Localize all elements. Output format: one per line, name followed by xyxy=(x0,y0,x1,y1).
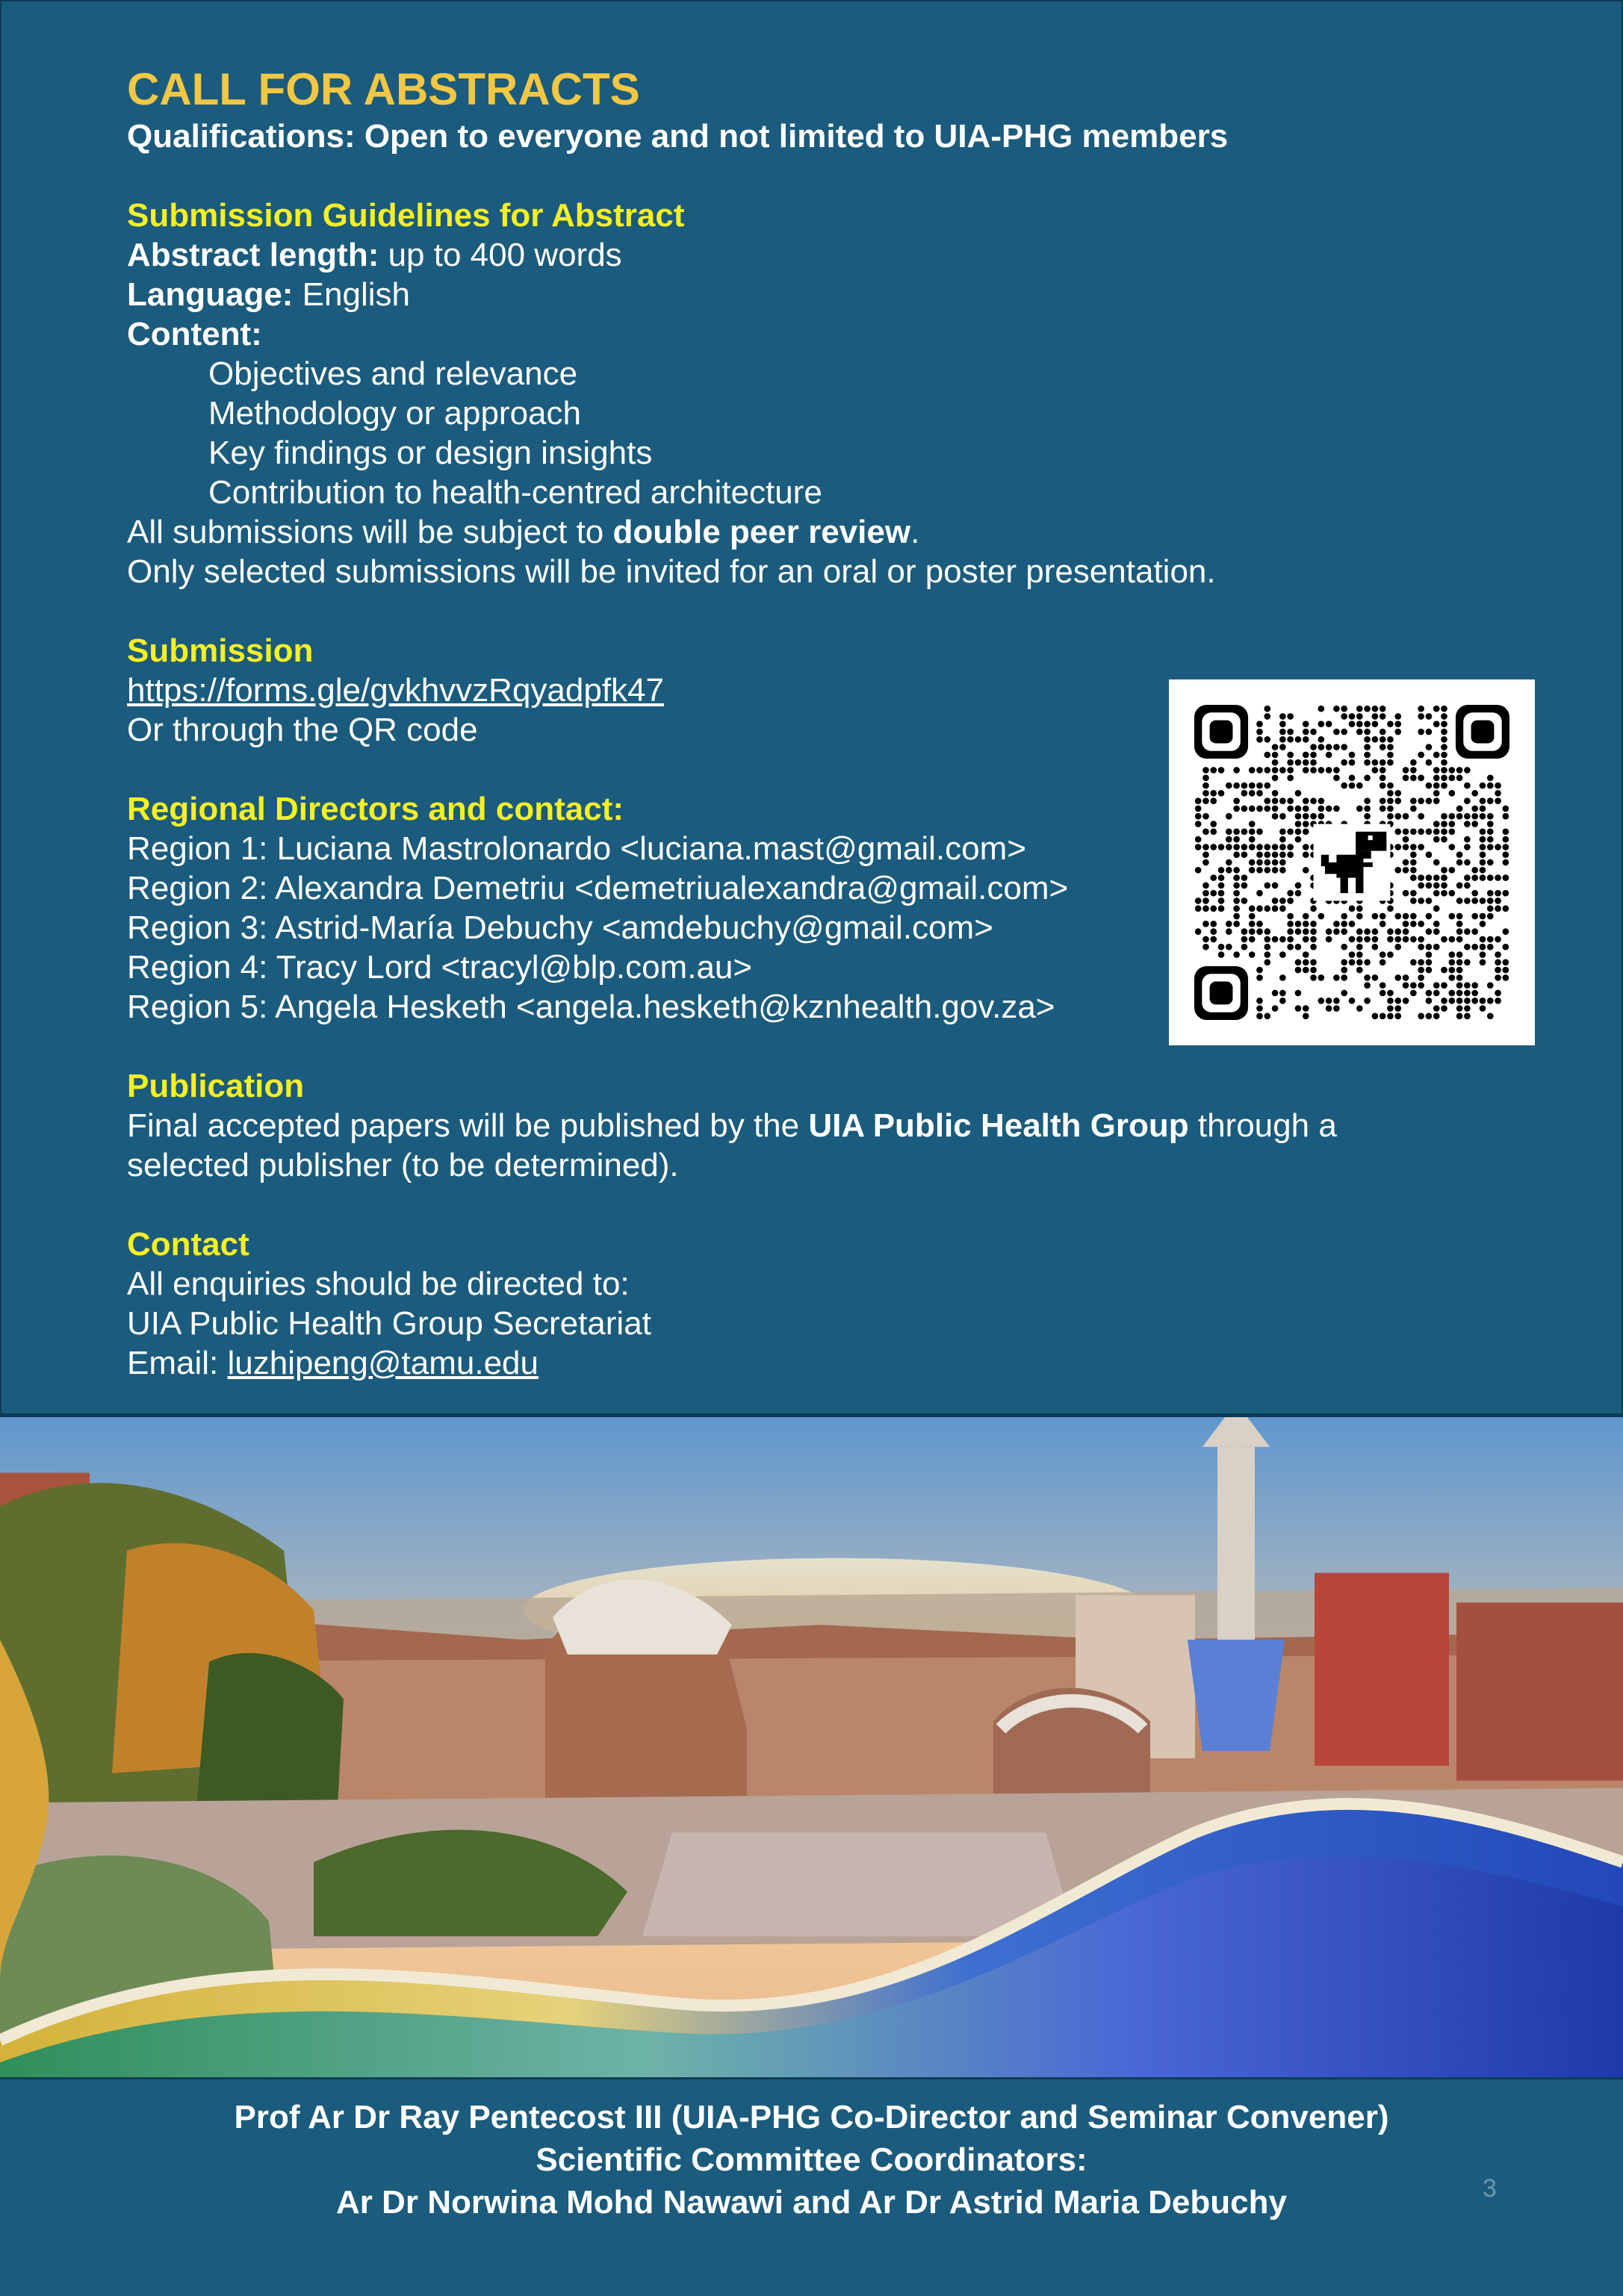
director-item: Region 4: Tracy Lord <tracyl@blp.com.au> xyxy=(127,949,753,986)
abstract-length-line xyxy=(127,235,1546,275)
qr-code[interactable] xyxy=(1169,679,1535,1045)
footer-coordinators: Ar Dr Norwina Mohd Nawawi and Ar Dr Astrid Maria Debuchy xyxy=(336,2184,1287,2221)
director-item: Region 2: Alexandra Demetriu <demetriualexandra@gmail.com> xyxy=(127,870,1069,906)
content-item: Objectives and relevance xyxy=(208,355,578,392)
qualifications-line: Qualifications: Open to everyone and not limited to UIA-PHG members xyxy=(127,118,1229,155)
language-label: Language: xyxy=(127,276,294,313)
director-item: Region 3: Astrid-María Debuchy <amdebuchy@gmail.com> xyxy=(127,909,993,946)
page-title: CALL FOR ABSTRACTS xyxy=(127,64,640,114)
publication-heading: Publication xyxy=(127,1068,305,1104)
language-value: English xyxy=(293,276,410,313)
language-line xyxy=(127,275,1546,314)
footer-convener: Prof Ar Dr Ray Pentecost III (UIA-PHG Co-Director and Seminar Convener) xyxy=(234,2099,1389,2135)
footer xyxy=(0,2079,1623,2296)
contact-heading: Contact xyxy=(127,1226,249,1263)
qr-code-image xyxy=(1194,705,1509,1020)
publication-org: UIA Public Health Group xyxy=(808,1107,1189,1144)
footer-committee-heading: Scientific Committee Coordinators: xyxy=(536,2141,1087,2178)
submission-link[interactable]: https://forms.gle/gvkhvvzRqyadpfk47 xyxy=(127,672,664,709)
contact-line-2: UIA Public Health Group Secretariat xyxy=(127,1305,651,1342)
review-prefix: All submissions will be subject to xyxy=(127,514,613,550)
double-peer-review: double peer review xyxy=(612,514,911,550)
review-line xyxy=(127,512,1546,552)
abstract-length-label: Abstract length: xyxy=(127,237,379,273)
review-suffix: . xyxy=(910,514,920,550)
email-link[interactable]: luzhipeng@tamu.edu xyxy=(227,1345,539,1381)
cityscape-illustration xyxy=(0,1417,1623,2077)
email-label: Email: xyxy=(127,1345,228,1381)
content-label: Content: xyxy=(127,316,262,352)
guidelines-heading: Submission Guidelines for Abstract xyxy=(127,197,685,234)
selected-note: Only selected submissions will be invited for an oral or poster presentation. xyxy=(127,553,1216,590)
publication-line-2: selected publisher (to be determined). xyxy=(127,1147,679,1183)
contact-line-1: All enquiries should be directed to: xyxy=(127,1266,630,1302)
director-item: Region 5: Angela Hesketh <angela.hesketh@kznhealth.gov.za> xyxy=(127,989,1055,1025)
publication-line-1 xyxy=(127,1106,1546,1145)
publication-suffix: through a xyxy=(1188,1107,1337,1144)
submission-heading: Submission xyxy=(127,632,314,669)
page-number: 3 xyxy=(1483,2174,1497,2203)
qr-note: Or through the QR code xyxy=(127,712,478,748)
abstract-length-value: up to 400 words xyxy=(379,237,622,273)
director-item: Region 1: Luciana Mastrolonardo <luciana.mast@gmail.com> xyxy=(127,830,1026,867)
content-item: Key findings or design insights xyxy=(208,435,653,471)
publication-prefix: Final accepted papers will be published by the xyxy=(127,1107,809,1144)
contact-email-line xyxy=(127,1343,1546,1383)
park-guell-photo xyxy=(0,1415,1623,2079)
content-item: Contribution to health-centred architecture xyxy=(208,474,822,511)
directors-heading: Regional Directors and contact: xyxy=(127,791,624,827)
content-item: Methodology or approach xyxy=(208,395,581,432)
